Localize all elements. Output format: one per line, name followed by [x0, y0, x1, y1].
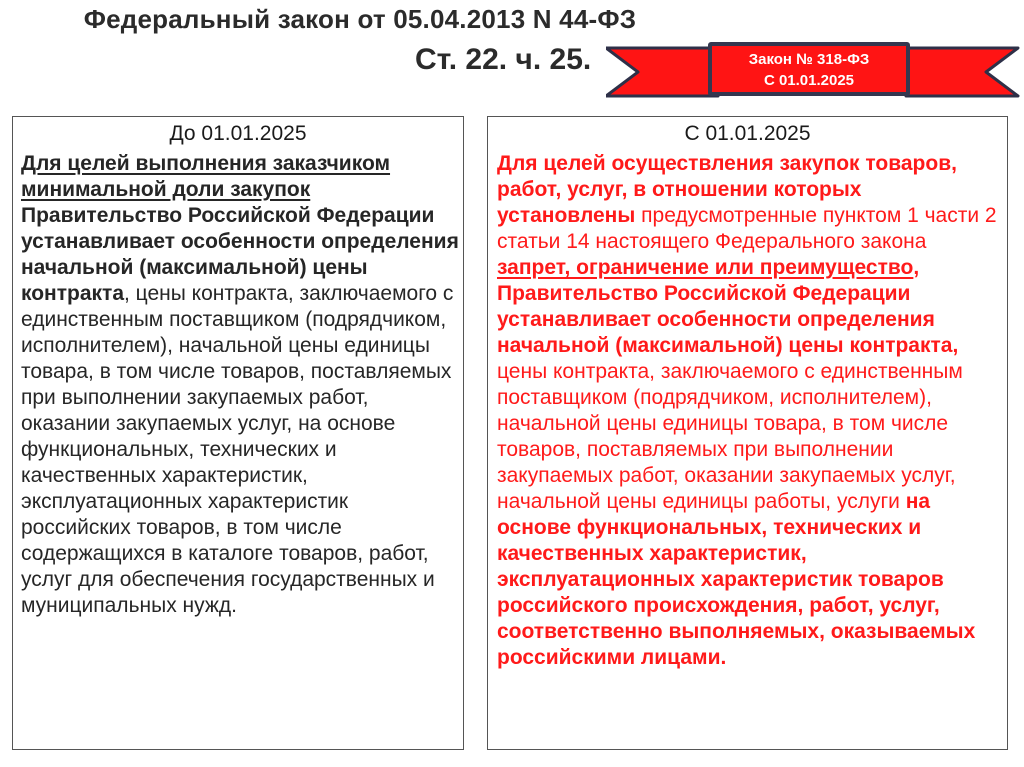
article-reference: Ст. 22. ч. 25. — [415, 43, 592, 76]
document-title: Федеральный закон от 05.04.2013 N 44-ФЗ — [83, 4, 637, 34]
after-restriction-text: запрет, ограничение или преимущество — [497, 256, 914, 279]
before-scope-text: , цены контракта, заключаемого с единственным поставщиком (подрядчиком, исполнителем), начальной цены единицы товара, в том числе товаров, поставляемых при выполнении закупаемых работ, оказании закупаемых услуг, на основе функциональных, технических и качественных характеристик, эксплуатационных характеристик российских товаров, в том числе содержащихся в каталоге товаров, работ, услуг для обеспечения государственных и муниципальных нужд. — [21, 282, 454, 617]
after-authority-text: , Правительство Российской Федерации устанавливает особенности определения начальной (максимальной) цены контракта, — [497, 256, 959, 357]
badge-effective-date: С 01.01.2025 — [763, 72, 855, 89]
after-reference-text: предусмотренные пунктом 1 части 2 статьи 14 настоящего Федерального закона — [497, 204, 997, 253]
after-scope-text: цены контракта, заключаемого с единственным поставщиком (подрядчиком, исполнителем), начальной цены единицы товара, в том числе товаров, поставляемых при выполнении закупаемых работ, оказании закупаемых услуг, начальной цены единицы работы, услуги — [497, 360, 963, 513]
law-badge — [708, 42, 910, 96]
panel-before-text — [13, 151, 463, 619]
panel-before-heading: До 01.01.2025 — [169, 122, 307, 145]
panel-after-text — [488, 151, 1007, 671]
panel-after — [487, 116, 1008, 750]
badge-law-number: Закон № 318-ФЗ — [748, 51, 870, 68]
after-purpose-text: Для целей осуществления закупок товаров, работ, услуг, в отношении которых установлены — [497, 152, 957, 227]
after-basis-text: на основе функциональных, технических и качественных характеристик, эксплуатационных характеристик товаров российского происхождения, работ, услуг, соответственно выполняемых, оказываемых российскими лицами. — [497, 490, 976, 669]
before-purpose-text: Для целей выполнения заказчиком минимальной доли закупок — [21, 152, 391, 201]
panel-before — [12, 116, 464, 750]
panel-after-heading: С 01.01.2025 — [684, 122, 811, 145]
before-authority-text: Правительство Российской Федерации устанавливает особенности определения начальной (максимальной) цены контракта — [21, 204, 459, 305]
